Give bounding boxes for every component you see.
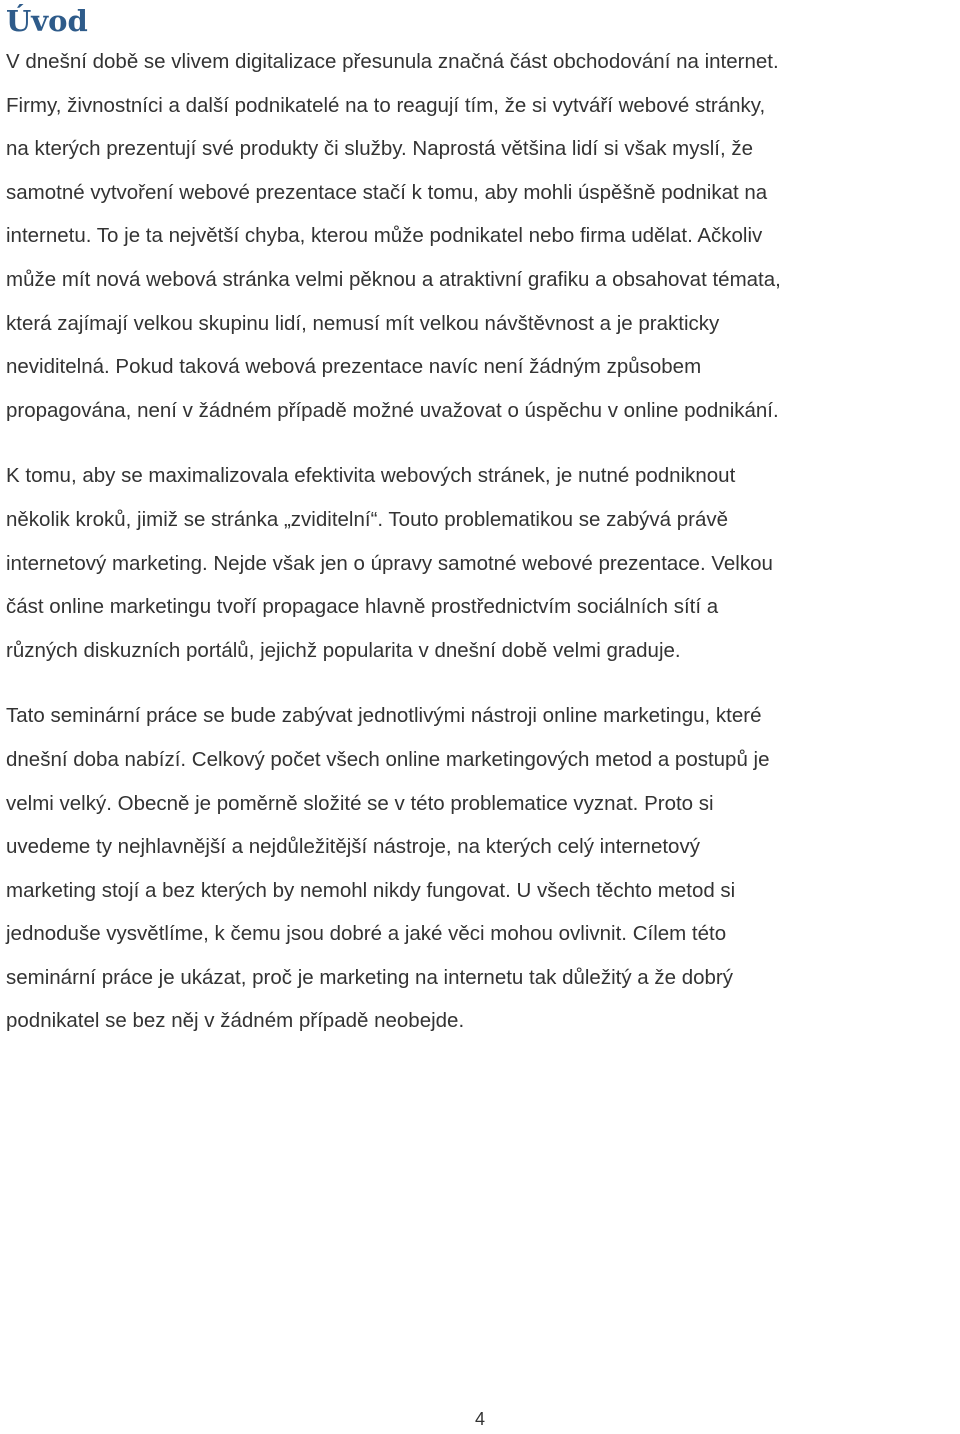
paragraph-line: samotné vytvoření webové prezentace stačí k tomu, aby mohli úspěšně podnikat na <box>6 180 768 204</box>
section-heading: Úvod <box>6 4 88 38</box>
paragraph-line: internetu. To je ta největší chyba, kterou může podnikatel nebo firma udělat. Ačkoliv <box>6 224 763 248</box>
paragraph-line: dnešní doba nabízí. Celkový počet všech online marketingových metod a postupů je <box>6 747 770 771</box>
paragraph-2 <box>6 454 958 672</box>
paragraph-line: může mít nová webová stránka velmi pěknou a atraktivní grafiku a obsahovat témata, <box>6 267 781 291</box>
paragraph-line: uvedeme ty nejhlavnější a nejdůležitější nástroje, na kterých celý internetový <box>6 835 700 859</box>
paragraph-line: jednoduše vysvětlíme, k čemu jsou dobré a jaké věci mohou ovlivnit. Cílem této <box>6 922 727 946</box>
paragraph-line: internetový marketing. Nejde však jen o úpravy samotné webové prezentace. Velkou <box>6 551 773 575</box>
paragraph-line: různých diskuzních portálů, jejichž popularita v dnešní době velmi graduje. <box>6 638 681 662</box>
paragraph-line: velmi velký. Obecně je poměrně složité se v této problematice vyznat. Proto si <box>6 791 714 815</box>
paragraph-line: několik kroků, jimiž se stránka „zviditelní“. Touto problematikou se zabývá právě <box>6 507 728 531</box>
paragraph-line: seminární práce je ukázat, proč je marketing na internetu tak důležitý a že dobrý <box>6 965 733 989</box>
paragraph-line: neviditelná. Pokud taková webová prezentace navíc není žádným způsobem <box>6 355 702 379</box>
paragraph-line: K tomu, aby se maximalizovala efektivita webových stránek, je nutné podniknout <box>6 464 736 488</box>
paragraph-line: marketing stojí a bez kterých by nemohl nikdy fungovat. U všech těchto metod si <box>6 878 736 902</box>
paragraph-line: na kterých prezentují své produkty či služby. Naprostá většina lidí si však myslí, že <box>6 137 754 161</box>
paragraph-1 <box>6 40 958 432</box>
paragraph-line: část online marketingu tvoří propagace hlavně prostřednictvím sociálních sítí a <box>6 595 719 619</box>
paragraph-line: která zajímají velkou skupinu lidí, nemusí mít velkou návštěvnost a je prakticky <box>6 311 720 335</box>
paragraph-line: propagována, není v žádném případě možné uvažovat o úspěchu v online podnikání. <box>6 398 779 422</box>
paragraph-line: podnikatel se bez něj v žádném případě neobejde. <box>6 1009 465 1033</box>
page-number: 4 <box>474 1409 485 1429</box>
paragraph-line: Firmy, živnostníci a další podnikatelé na to reagují tím, že si vytváří webové stránky, <box>6 93 766 117</box>
paragraph-line: V dnešní době se vlivem digitalizace přesunula značná část obchodování na internet. <box>6 50 779 73</box>
paragraph-line: Tato seminární práce se bude zabývat jednotlivými nástroji online marketingu, které <box>6 704 762 728</box>
paragraph-3 <box>6 694 958 1043</box>
